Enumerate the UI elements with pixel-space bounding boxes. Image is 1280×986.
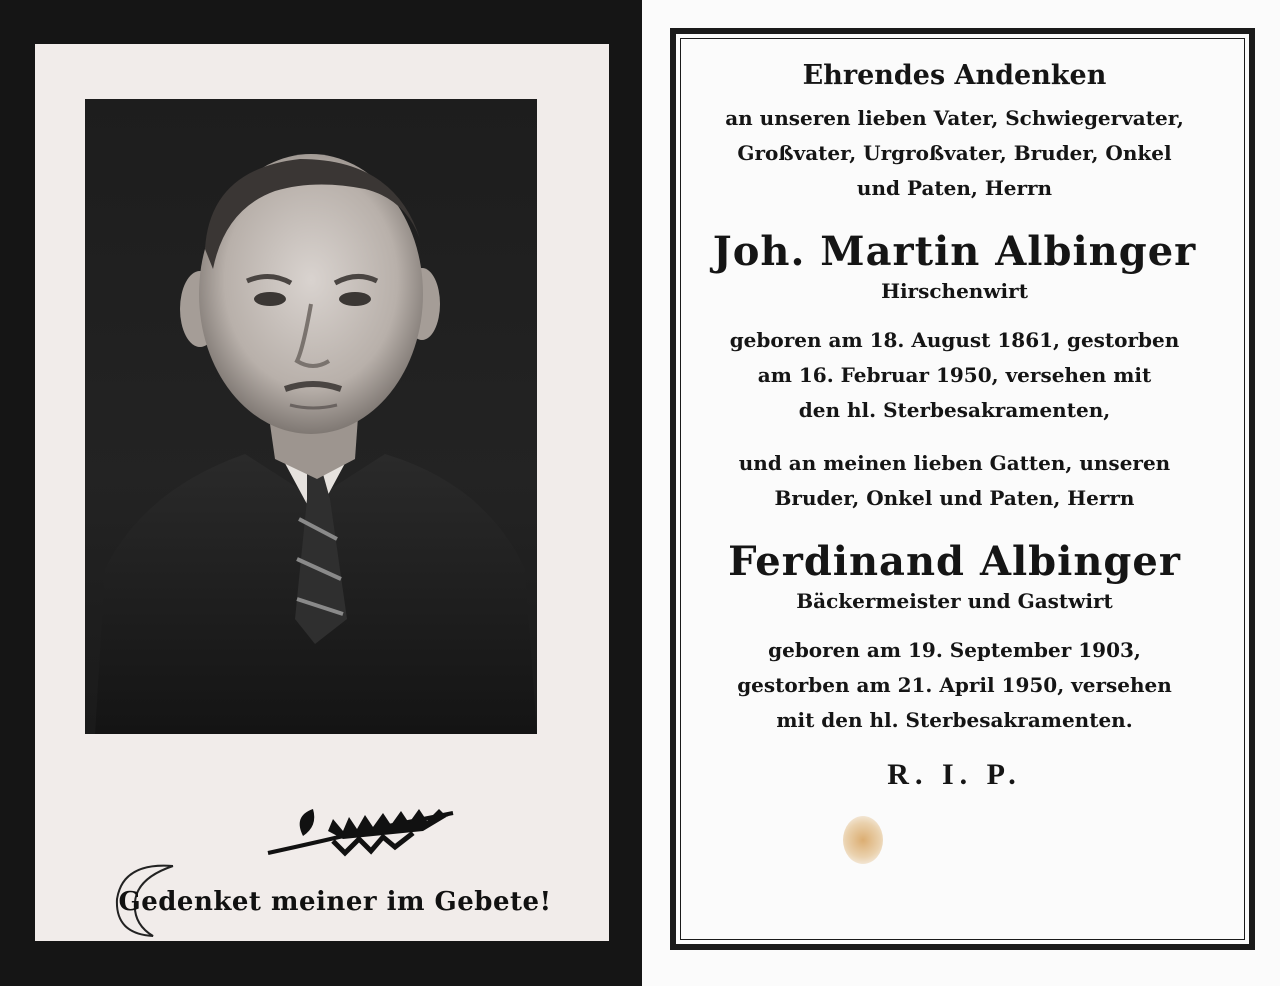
person2-life-line: gestorben am 21. April 1950, versehen (737, 673, 1172, 697)
person2-life-line: mit den hl. Sterbesakramenten. (776, 708, 1133, 732)
person1-life-line: den hl. Sterbesakramenten, (798, 398, 1111, 422)
intro-line: an unseren lieben Vater, Schwiegervater, (725, 106, 1184, 130)
spacer (682, 428, 1227, 446)
portrait-photo (85, 99, 537, 734)
heading: Ehrendes Andenken (802, 60, 1107, 91)
palm-branch-icon (263, 801, 463, 861)
right-card (642, 0, 1280, 986)
paper-stain (843, 816, 883, 864)
portrait-illustration (85, 99, 537, 734)
person1-occupation: Hirschenwirt (881, 279, 1028, 303)
person1-life-line: am 16. Februar 1950, versehen mit (757, 363, 1152, 387)
connector-line: und an meinen lieben Gatten, unseren (738, 451, 1171, 475)
person2-life-line: geboren am 19. September 1903, (768, 638, 1141, 662)
connector-line: Bruder, Onkel und Paten, Herrn (774, 486, 1135, 510)
person1-name: Joh. Martin Albinger (712, 228, 1197, 275)
person1-life-line: geboren am 18. August 1861, gestorben (729, 328, 1180, 352)
person2-name: Ferdinand Albinger (728, 538, 1181, 585)
person2-occupation: Bäckermeister und Gastwirt (796, 589, 1113, 613)
rip-closing: R. I. P. (887, 758, 1022, 791)
memorial-motto: Gedenket meiner im Gebete! (118, 887, 552, 917)
left-card-paper (35, 44, 609, 941)
intro-line: Großvater, Urgroßvater, Bruder, Onkel (737, 141, 1172, 165)
memorial-text (682, 60, 1227, 792)
intro-line: und Paten, Herrn (856, 176, 1053, 200)
